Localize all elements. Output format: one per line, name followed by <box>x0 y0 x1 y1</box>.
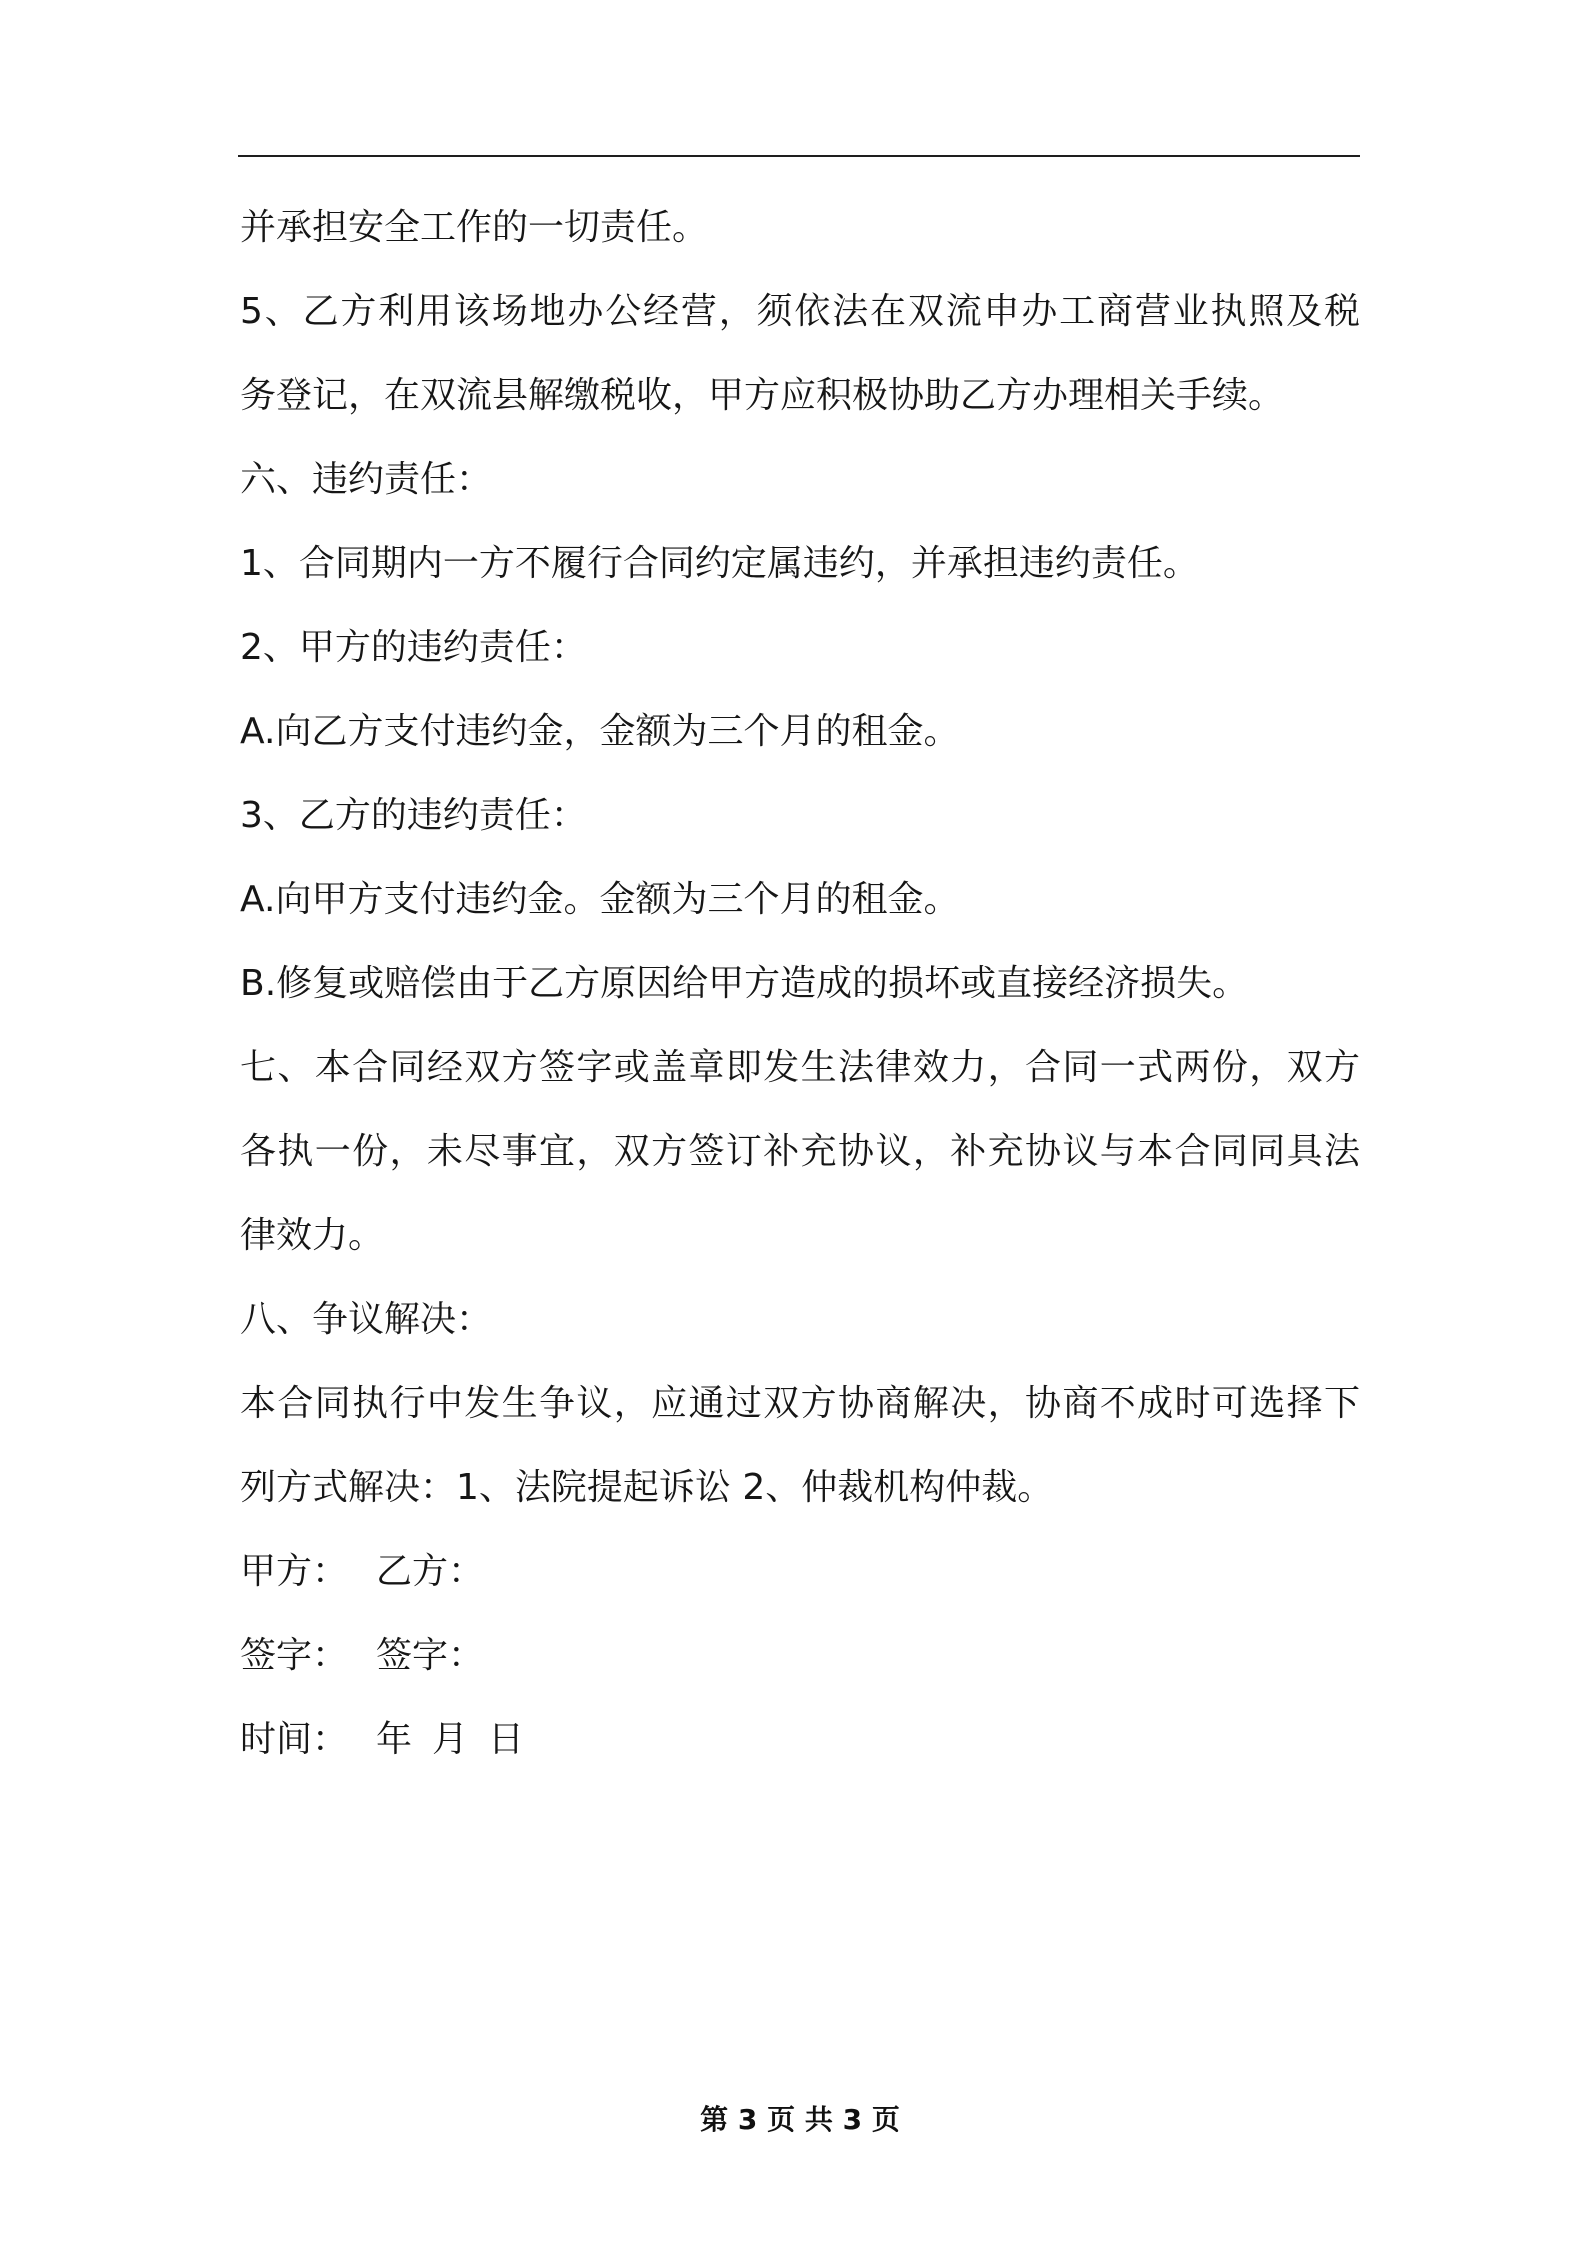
paragraph-line: 列方式解决：1、法院提起诉讼 2、仲裁机构仲裁。 <box>240 1467 1054 1508</box>
party-b-label: 乙方： <box>376 1551 485 1592</box>
section-7-paragraph <box>240 1026 1360 1278</box>
paragraph-line: 律效力。 <box>240 1215 385 1256</box>
clause-5-paragraph <box>240 270 1360 438</box>
paragraph-line: 1、合同期内一方不履行合同约定属违约，并承担违约责任。 <box>240 543 1199 584</box>
party-a-label: 甲方： <box>240 1551 349 1592</box>
date-month: 月 <box>432 1719 469 1760</box>
sign-a-label: 签字： <box>240 1635 349 1676</box>
signature-line <box>240 1614 1360 1698</box>
header-rule <box>238 155 1360 157</box>
continuation-paragraph <box>240 186 1360 270</box>
paragraph-line: 2、甲方的违约责任： <box>240 627 587 668</box>
document-body <box>240 186 1360 1782</box>
paragraph-line: 本合同执行中发生争议，应通过双方协商解决，协商不成时可选择下 <box>240 1383 1360 1424</box>
paragraph-line: A.向乙方支付违约金，金额为三个月的租金。 <box>240 711 960 752</box>
section-8-heading <box>240 1278 1360 1362</box>
clause-6-3-b-paragraph <box>240 942 1360 1026</box>
paragraph-line: 并承担安全工作的一切责任。 <box>240 207 709 248</box>
date-line <box>240 1698 1360 1782</box>
paragraph-line: 七、本合同经双方签字或盖章即发生法律效力，合同一式两份，双方 <box>240 1047 1360 1088</box>
clause-6-3-heading <box>240 774 1360 858</box>
heading-line: 八、争议解决： <box>240 1299 493 1340</box>
date-year: 年 <box>376 1719 413 1760</box>
paragraph-line: 务登记，在双流县解缴税收，甲方应积极协助乙方办理相关手续。 <box>240 375 1285 416</box>
paragraph-line: B.修复或赔偿由于乙方原因给甲方造成的损坏或直接经济损失。 <box>240 963 1249 1004</box>
signature-block <box>240 1530 1360 1782</box>
paragraph-line: 各执一份，未尽事宜，双方签订补充协议，补充协议与本合同同具法 <box>240 1131 1360 1172</box>
clause-6-1-paragraph <box>240 522 1360 606</box>
footer-page-number: 第 3 页 共 3 页 <box>700 2103 900 2136</box>
date-label: 时间： <box>240 1719 349 1760</box>
clause-6-2-a-paragraph <box>240 690 1360 774</box>
sign-b-label: 签字： <box>376 1635 485 1676</box>
paragraph-line: A.向甲方支付违约金。金额为三个月的租金。 <box>240 879 960 920</box>
paragraph-line: 5、乙方利用该场地办公经营，须依法在双流申办工商营业执照及税 <box>240 291 1360 332</box>
paragraph-line: 3、乙方的违约责任： <box>240 795 587 836</box>
clause-6-2-heading <box>240 606 1360 690</box>
clause-6-3-a-paragraph <box>240 858 1360 942</box>
section-8-paragraph <box>240 1362 1360 1530</box>
date-day: 日 <box>488 1719 525 1760</box>
section-6-heading <box>240 438 1360 522</box>
party-line <box>240 1530 1360 1614</box>
heading-line: 六、违约责任： <box>240 459 493 500</box>
